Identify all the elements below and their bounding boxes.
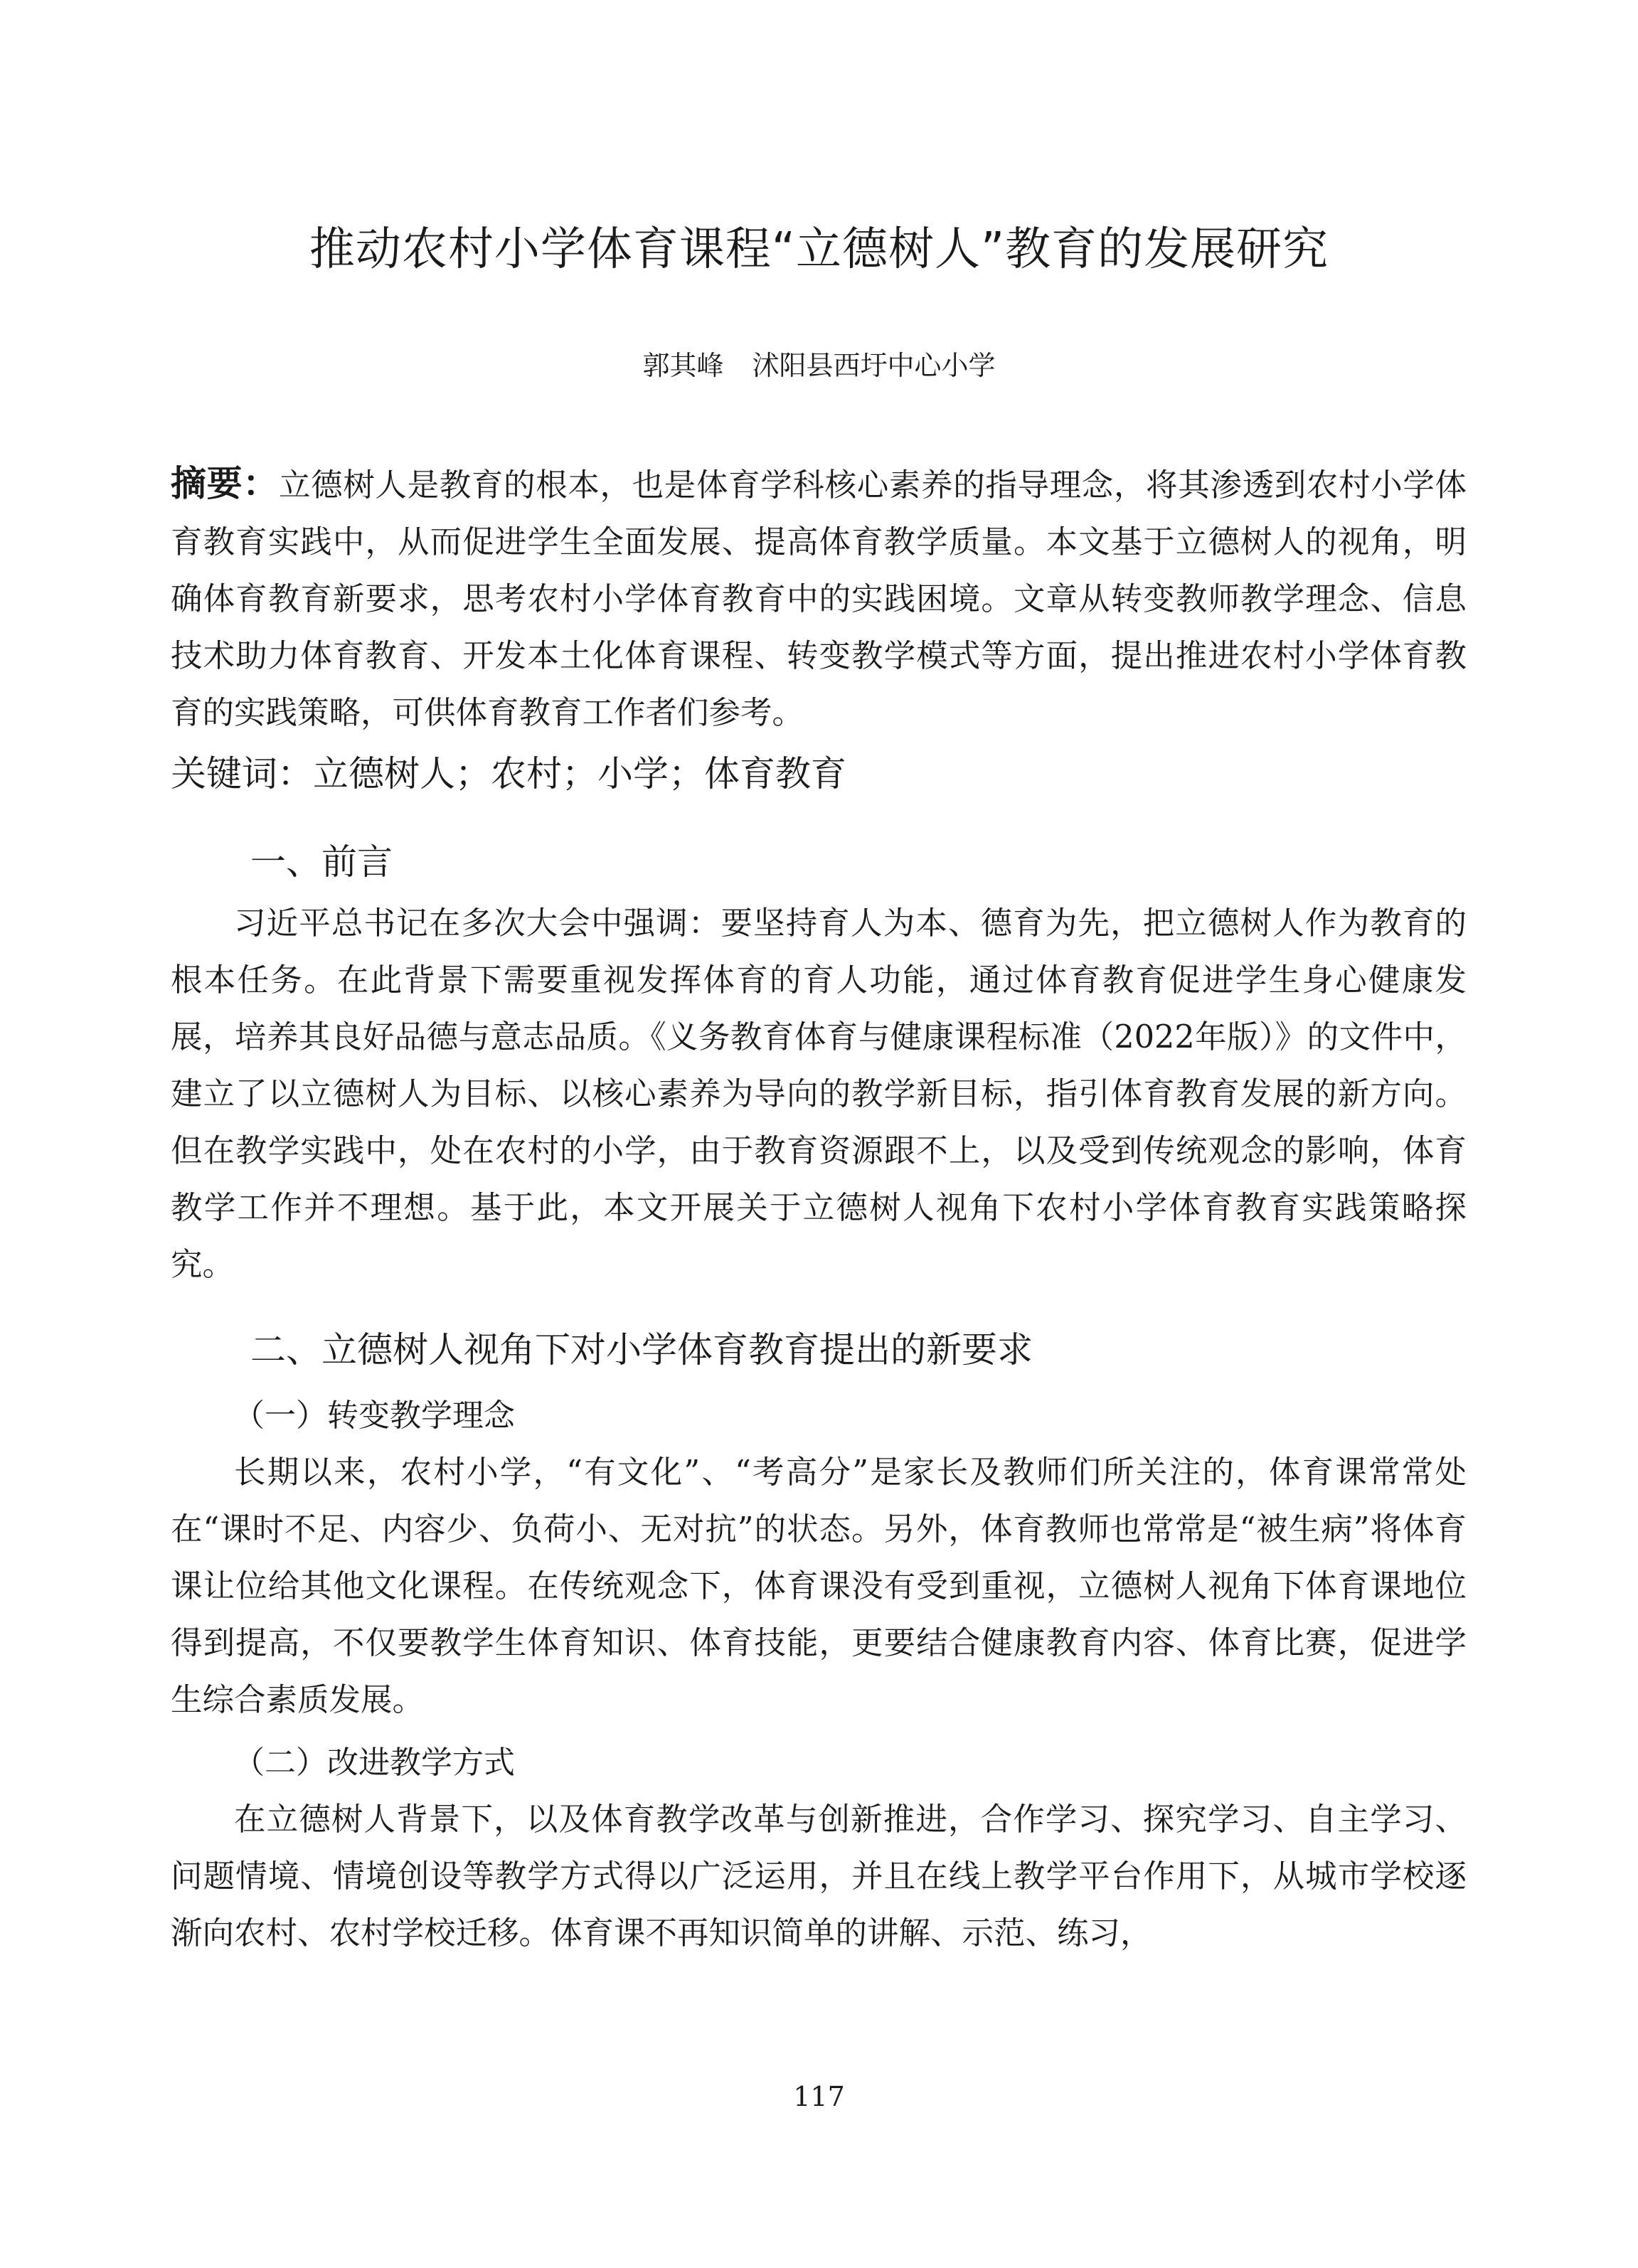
keywords-text: 立德树人；农村；小学；体育教育: [313, 753, 846, 794]
subsection-paragraph-teaching-methods: 在立德树人背景下，以及体育教学改革与创新推进，合作学习、探究学习、自主学习、问题情境、情境创设等教学方式得以广泛运用，并且在线上教学平台作用下，从城市学校逐渐向农村、农村学校迁移。体育课不再知识简单的讲解、示范、练习，: [171, 1801, 1467, 1952]
subsection-heading-teaching-philosophy: （一）转变教学理念: [233, 1397, 515, 1434]
abstract-label: 摘要：: [171, 463, 279, 504]
subsection-paragraph-teaching-philosophy: 长期以来，农村小学，“有文化”、“考高分”是家长及教师们所关注的，体育课常常处在“课时不足、内容少、负荷小、无对抗”的状态。另外，体育教师也常常是“被生病”将体育课让位给其他文化课程。在传统观念下，体育课没有受到重视，立德树人视角下体育课地位得到提高，不仅要教学生体育知识、体育技能，更要结合健康教育内容、体育比赛，促进学生综合素质发展。: [171, 1454, 1467, 1718]
author-affiliation: 沭阳县西圩中心小学: [752, 350, 996, 381]
author-name: 郭其峰: [642, 350, 724, 381]
keywords-label: 关键词：: [171, 753, 313, 794]
keywords: [171, 742, 1467, 806]
abstract-text: 立德树人是教育的根本，也是体育学科核心素养的指导理念，将其渗透到农村小学体育教育实践中，从而促进学生全面发展、提高体育教学质量。本文基于立德树人的视角，明确体育教育新要求，思考农村小学体育教育中的实践困境。文章从转变教师教学理念、信息技术助力体育教育、开发本土化体育课程、转变教学模式等方面，提出推进农村小学体育教育的实践策略，可供体育教育工作者们参考。: [171, 467, 1467, 731]
abstract: [171, 455, 1467, 742]
byline: [0, 344, 1638, 387]
paper-body: [171, 455, 1467, 1962]
page-number: 117: [793, 2081, 845, 2112]
section-heading-new-requirements: 二、立德树人视角下对小学体育教育提出的新要求: [250, 1329, 1033, 1370]
paper-title: 推动农村小学体育课程“立德树人”教育的发展研究: [309, 223, 1329, 276]
subsection-heading-teaching-methods: （二）改进教学方式: [233, 1745, 515, 1781]
section-paragraph-preface: 习近平总书记在多次大会中强调：要坚持育人为本、德育为先，把立德树人作为教育的根本任务。在此背景下需要重视发挥体育的育人功能，通过体育教育促进学生身心健康发展，培养其良好品德与意志品质。《义务教育体育与健康课程标准（2022年版）》的文件中，建立了以立德树人为目标、以核心素养为导向的教学新目标，指引体育教育发展的新方向。但在教学实践中，处在农村的小学，由于教育资源跟不上，以及受到传统观念的影响，体育教学工作并不理想。基于此，本文开展关于立德树人视角下农村小学体育教育实践策略探究。: [171, 905, 1467, 1283]
section-heading-preface: 一、前言: [250, 841, 393, 883]
